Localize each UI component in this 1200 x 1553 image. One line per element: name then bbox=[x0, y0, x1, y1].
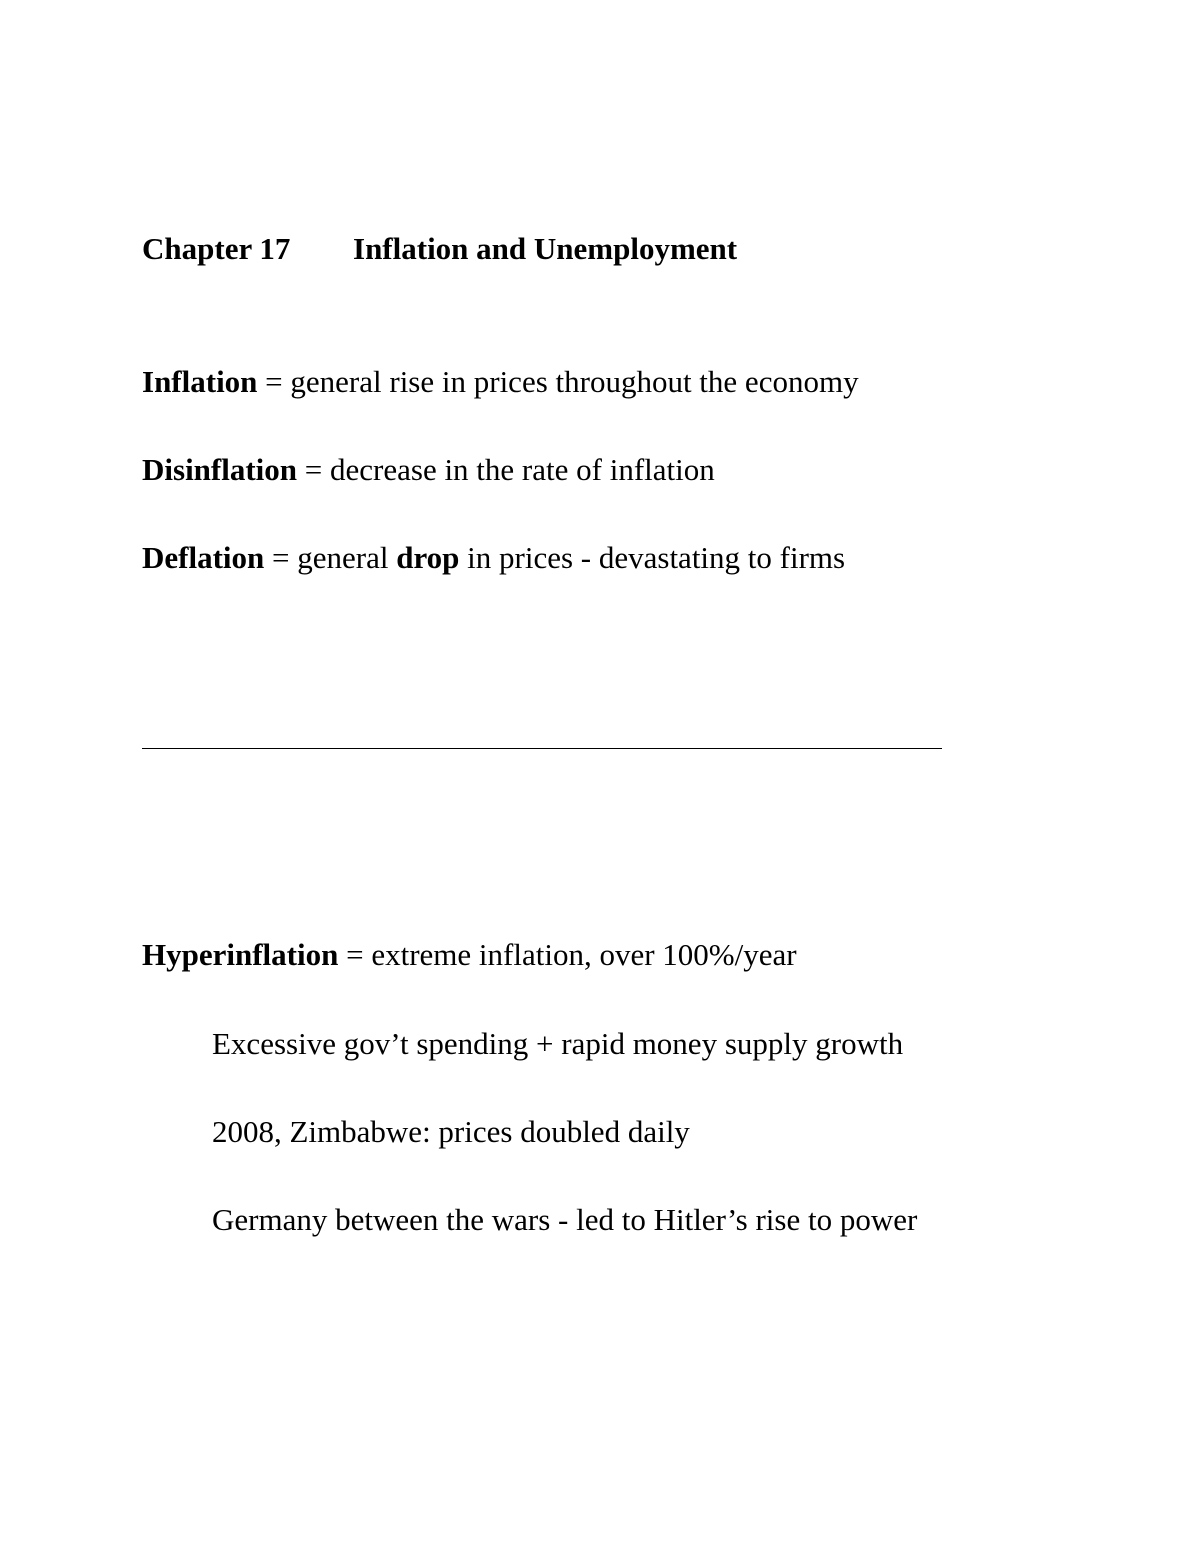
definition-text: extreme inflation, over 100%/year bbox=[371, 937, 797, 972]
chapter-number: Chapter 17 bbox=[142, 231, 291, 266]
term-disinflation: Disinflation bbox=[142, 452, 298, 487]
definition-text: decrease in the rate of inflation bbox=[330, 452, 715, 487]
term-deflation: Deflation bbox=[142, 540, 265, 575]
separator: = bbox=[297, 452, 331, 487]
definition-emphasis: drop bbox=[396, 540, 460, 575]
separator: = bbox=[338, 937, 372, 972]
horizontal-rule bbox=[142, 748, 942, 749]
hyperinflation-point: 2008, Zimbabwe: prices doubled daily bbox=[212, 1114, 690, 1149]
definition-hyperinflation bbox=[142, 937, 797, 973]
definition-text-pre: general bbox=[297, 540, 397, 575]
term-hyperinflation: Hyperinflation bbox=[142, 937, 339, 972]
separator: = bbox=[257, 364, 291, 399]
hyperinflation-point: Excessive gov’t spending + rapid money supply growth bbox=[212, 1026, 904, 1061]
definition-disinflation bbox=[142, 452, 715, 488]
definition-deflation bbox=[142, 540, 845, 576]
definition-inflation bbox=[142, 364, 859, 400]
hyperinflation-point: Germany between the wars - led to Hitler’s rise to power bbox=[212, 1202, 918, 1237]
definition-text: general rise in prices throughout the economy bbox=[290, 364, 859, 399]
term-inflation: Inflation bbox=[142, 364, 258, 399]
separator: = bbox=[264, 540, 298, 575]
definition-text-post: in prices - devastating to firms bbox=[459, 540, 846, 575]
chapter-title: Inflation and Unemployment bbox=[353, 231, 738, 266]
chapter-heading bbox=[142, 231, 737, 267]
